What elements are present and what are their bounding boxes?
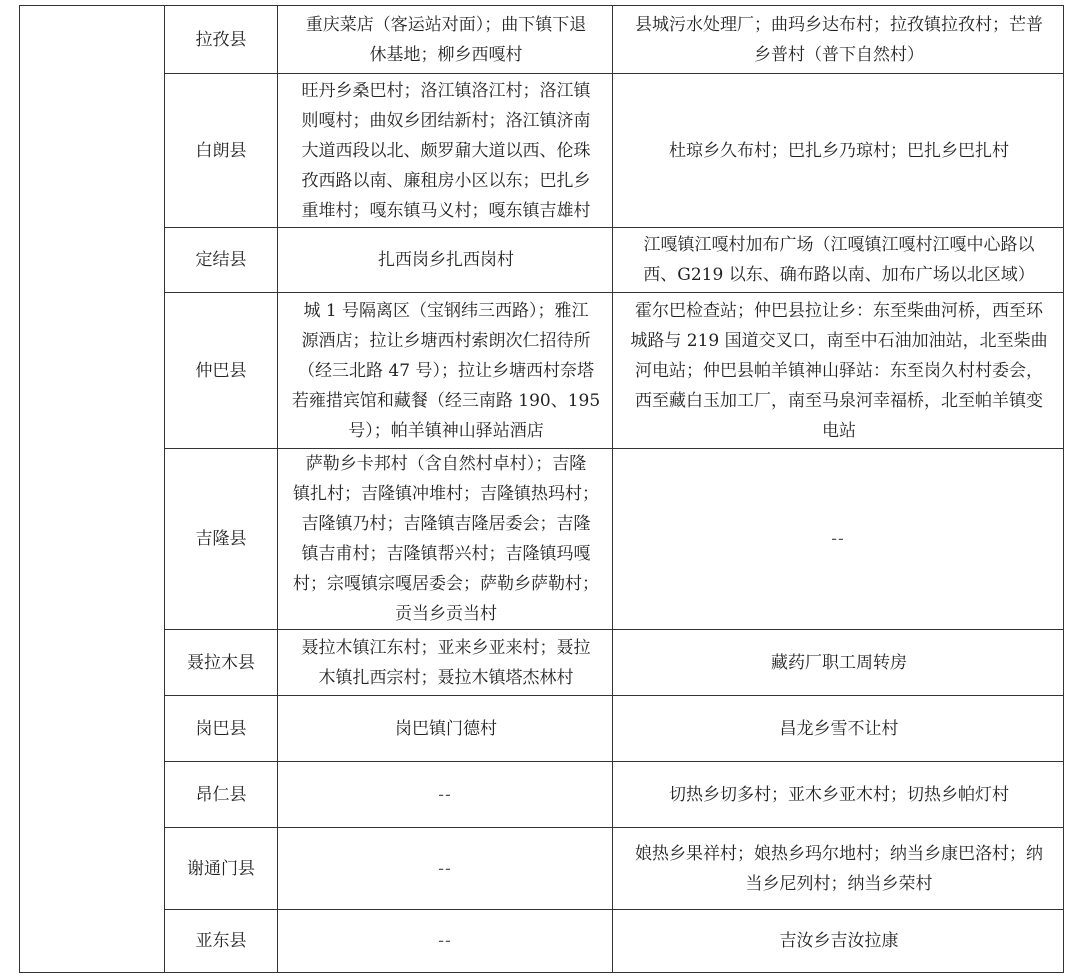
text-line: 西至藏白玉加工厂，南至马泉河幸福桥，北至帕羊镇变 — [635, 390, 1043, 411]
text-line: 娘热乡果祥村；娘热乡玛尔地村；纳当乡康巴洛村；纳 — [635, 843, 1043, 864]
text-line: 吉隆镇乃村；吉隆镇吉隆居委会；吉隆 — [301, 514, 591, 534]
county-name: 亚东县 — [165, 910, 278, 973]
county-name: 仲巴县 — [165, 293, 278, 449]
text-line: （经三北路 47 号）；拉让乡塘西村奈塔 — [298, 360, 594, 381]
medium-risk-area — [278, 449, 613, 630]
county-name: 白朗县 — [165, 74, 278, 228]
text-line: 西、G219 以东、确布路以南、加布广场以北区域） — [643, 265, 1035, 285]
low-risk-area: -- — [613, 449, 1064, 630]
text-line: 源酒店；拉让乡塘西村索朗次仁招待所 — [301, 330, 591, 351]
medium-risk-area — [278, 630, 613, 696]
text-line: 杜琼乡久布村；巴扎乡乃琼村；巴扎乡巴扎村 — [669, 140, 1009, 161]
table-row — [20, 630, 1064, 696]
text-line: 重庆菜店（客运站对面）；曲下镇下退 — [305, 14, 587, 35]
medium-risk-area: -- — [278, 828, 613, 910]
text-line: 孜西路以南、廉租房小区以东；巴扎乡 — [301, 170, 591, 191]
low-risk-area — [613, 74, 1064, 228]
text-line: 扎西岗乡扎西岗村 — [378, 250, 514, 270]
table-row — [20, 74, 1064, 228]
county-name: 定结县 — [165, 228, 278, 293]
low-risk-area — [613, 630, 1064, 696]
county-name: 吉隆县 — [165, 449, 278, 630]
text-line: 城 1 号隔离区（宝钢纬三西路）；雅江 — [303, 300, 589, 321]
text-line: 萨勒乡卡邦村（含自然村卓村）；吉隆 — [305, 454, 587, 474]
medium-risk-area — [278, 6, 613, 74]
table-row — [20, 293, 1064, 449]
text-line: 吉汝乡吉汝拉康 — [779, 931, 899, 951]
text-line: 霍尔巴检查站；仲巴县拉让乡：东至柴曲河桥，西至环 — [635, 300, 1043, 321]
low-risk-area — [613, 910, 1064, 973]
table-row — [20, 6, 1064, 74]
county-name: 聂拉木县 — [165, 630, 278, 696]
area-table — [19, 5, 1064, 973]
text-line: 镇扎村；吉隆镇冲堆村；吉隆镇热玛村； — [293, 484, 599, 504]
text-line: 电站 — [822, 420, 856, 441]
text-line: 休基地；柳乡西嘎村 — [369, 44, 523, 65]
low-risk-area — [613, 828, 1064, 910]
county-name: 昂仁县 — [165, 762, 278, 828]
text-line: 木镇扎西宗村；聂拉木镇塔杰林村 — [318, 667, 574, 688]
low-risk-area — [613, 762, 1064, 828]
table-row — [20, 828, 1064, 910]
text-line: 切热乡切多村；亚木乡亚木村；切热乡帕灯村 — [669, 784, 1009, 805]
table-row — [20, 228, 1064, 293]
table-row — [20, 696, 1064, 762]
text-line: 贡当乡贡当村 — [395, 604, 497, 624]
low-risk-area — [613, 228, 1064, 293]
county-name: 岗巴县 — [165, 696, 278, 762]
medium-risk-area: -- — [278, 910, 613, 973]
region-cell — [20, 6, 165, 973]
table-row — [20, 449, 1064, 630]
text-line: 江嘎镇江嘎村加布广场（江嘎镇江嘎村江嘎中心路以 — [643, 235, 1035, 255]
text-line: 昌龙乡雪不让村 — [779, 718, 899, 739]
text-line: 村；宗嘎镇宗嘎居委会；萨勒乡萨勒村； — [293, 574, 599, 594]
text-line: 则嘎村；曲奴乡团结新村；洛江镇济南 — [301, 110, 591, 131]
text-line: 聂拉木镇江东村；亚来乡亚来村；聂拉 — [301, 637, 591, 658]
text-line: 城路与 219 国道交叉口，南至中石油加油站，北至柴曲 — [630, 330, 1048, 351]
text-line: 当乡尼列村；纳当乡荣村 — [745, 873, 933, 894]
medium-risk-area — [278, 696, 613, 762]
medium-risk-area — [278, 293, 613, 449]
medium-risk-area: -- — [278, 762, 613, 828]
text-line: 镇吉甫村；吉隆镇帮兴村；吉隆镇玛嘎 — [301, 544, 591, 564]
text-line: 乡普村（普下自然村） — [754, 44, 924, 65]
table-row — [20, 910, 1064, 973]
text-line: 县城污水处理厂；曲玛乡达布村；拉孜镇拉孜村；芒普 — [635, 14, 1043, 35]
low-risk-area — [613, 696, 1064, 762]
county-name: 谢通门县 — [165, 828, 278, 910]
text-line: 旺丹乡桑巴村；洛江镇洛江村；洛江镇 — [301, 80, 591, 101]
text-line: 重堆村；嘎东镇马义村；嘎东镇吉雄村 — [301, 200, 591, 221]
county-name: 拉孜县 — [165, 6, 278, 74]
text-line: 河电站；仲巴县帕羊镇神山驿站：东至岗久村村委会， — [635, 360, 1043, 381]
text-line: 岗巴镇门德村 — [395, 718, 497, 739]
low-risk-area — [613, 6, 1064, 74]
medium-risk-area — [278, 74, 613, 228]
text-line: 号）；帕羊镇神山驿站酒店 — [348, 420, 544, 441]
text-line: 藏药厂职工周转房 — [771, 652, 907, 673]
text-line: 若雍措宾馆和藏餐（经三南路 190、195 — [291, 390, 601, 411]
table-row — [20, 762, 1064, 828]
text-line: 大道西段以北、颇罗鼐大道以西、伦珠 — [301, 140, 591, 161]
medium-risk-area — [278, 228, 613, 293]
low-risk-area — [613, 293, 1064, 449]
